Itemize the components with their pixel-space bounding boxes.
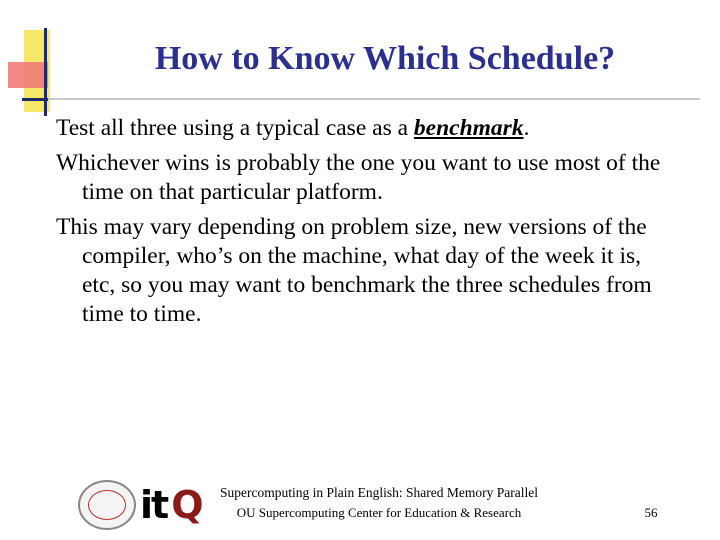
- slide-title: How to Know Which Schedule?: [154, 40, 616, 77]
- bullet-text-end: .: [523, 115, 530, 141]
- bullet-item: This may vary depending on problem size, new versions of the compiler, who’s on the machine, what day of the week it is, etc, so you may want to benchmark the three schedules from time to time.: [56, 214, 652, 327]
- title-underline-rule: [48, 98, 700, 100]
- decor-red-block: [8, 62, 48, 88]
- bullet-text: Test all three using a typical case as a: [56, 115, 414, 141]
- university-seal-logo: [78, 480, 136, 530]
- page-number: 56: [644, 505, 658, 520]
- bullet-item: Whichever wins is probably the one you want to use most of the time on that particular platform.: [56, 150, 661, 205]
- bullet-list: [56, 114, 666, 335]
- decor-navy-line-vertical: [44, 28, 47, 116]
- decor-navy-line-horizontal: [22, 98, 48, 101]
- footer-logos: [78, 480, 206, 530]
- footer-course-title: Supercomputing in Plain English: Shared Memory Parallel: [220, 485, 538, 500]
- footer-organization: OU Supercomputing Center for Education & Research: [236, 505, 522, 520]
- benchmark-emphasis: benchmark: [413, 115, 524, 141]
- ou-it-logo: it Q: [140, 483, 202, 527]
- bullet-item: [56, 114, 666, 143]
